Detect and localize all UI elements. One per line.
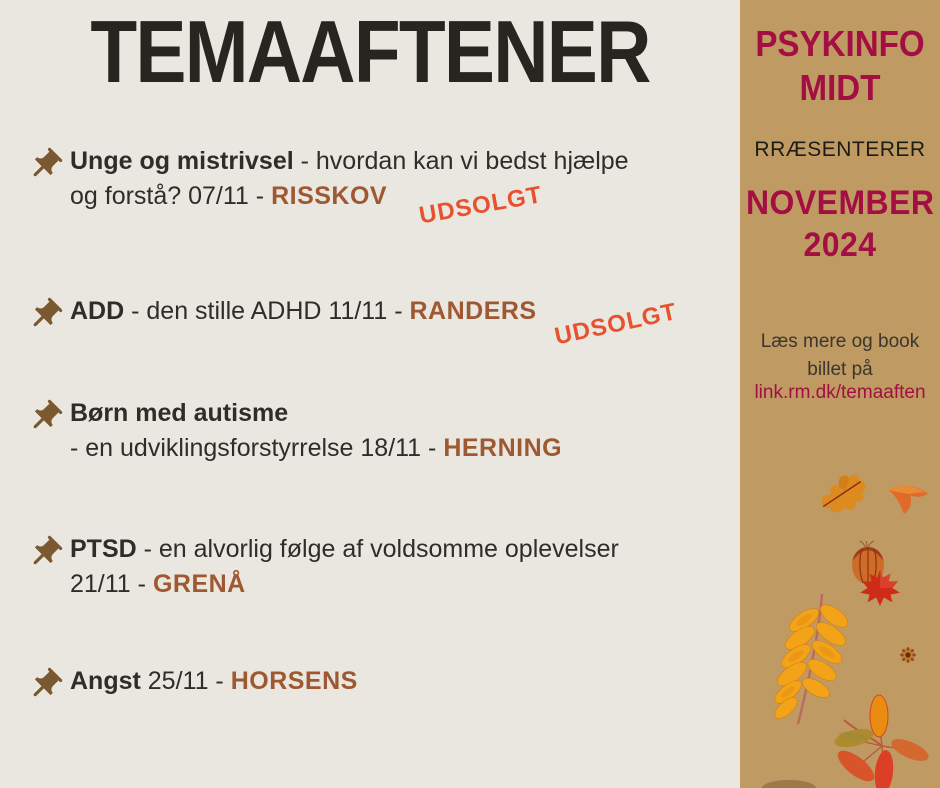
- cta-text: [740, 328, 940, 384]
- month-line2: 2024: [803, 226, 877, 264]
- month-line1: NOVEMBER: [746, 184, 935, 222]
- event-title: Angst: [70, 667, 141, 695]
- event-description: - den stille ADHD 11/11 -: [124, 297, 410, 325]
- page-title: TEMAAFTENER: [90, 2, 650, 101]
- event-location: RANDERS: [409, 297, 537, 325]
- pushpin-icon: [24, 396, 70, 440]
- event-title: Børn med autisme: [70, 399, 289, 427]
- event-line: [70, 532, 619, 567]
- month-label: [746, 182, 934, 266]
- event-title: PTSD: [70, 535, 137, 563]
- event-date: og forstå? 07/11 -: [70, 182, 272, 210]
- star-anise-icon: [891, 640, 925, 670]
- brand-line1: PSYKINFO: [755, 23, 925, 64]
- soldout-stamp: UDSOLGT: [417, 181, 545, 230]
- soldout-stamp: UDSOLGT: [551, 298, 680, 351]
- event-date: 25/11 -: [140, 667, 231, 695]
- pushpin-icon: [24, 532, 70, 576]
- maple-leaf-icon: [856, 568, 904, 608]
- cta-line2: billet på: [807, 359, 873, 380]
- event-text: [70, 532, 619, 602]
- event-line: [70, 396, 562, 431]
- event-line: [70, 431, 562, 466]
- event-text: [70, 294, 680, 351]
- event-title: ADD: [70, 297, 125, 325]
- event-line: [70, 144, 629, 179]
- event-angst: [24, 664, 358, 708]
- cta-line1: Læs mere og book: [760, 331, 920, 352]
- event-line: [70, 664, 358, 699]
- event-description: - hvordan kan vi bedst hjælpe: [293, 147, 629, 175]
- event-line: [70, 179, 629, 230]
- event-description: - en alvorlig følge af voldsomme oplevelser: [136, 535, 619, 563]
- event-location: GRENÅ: [152, 570, 246, 598]
- presents-label: RRÆSENTERER: [754, 138, 926, 161]
- event-location: HORSENS: [230, 667, 358, 695]
- event-boern-med-autisme: [24, 396, 562, 466]
- event-text: [70, 396, 562, 466]
- booking-link: link.rm.dk/temaaften: [754, 382, 926, 403]
- pushpin-icon: [24, 144, 70, 188]
- event-location: RISSKOV: [271, 182, 388, 210]
- event-title: Unge og mistrivsel: [70, 147, 294, 175]
- event-description: - en udviklingsforstyrrelse 18/11 -: [70, 434, 444, 462]
- event-text: [70, 144, 629, 230]
- pushpin-icon: [24, 294, 70, 338]
- pushpin-icon: [24, 664, 70, 708]
- creeper-leaf-icon: [824, 684, 934, 788]
- event-ptsd: [24, 532, 619, 602]
- event-line: [70, 567, 619, 602]
- event-date: 21/11 -: [70, 570, 153, 598]
- small-leaf-icon: [886, 482, 930, 516]
- event-add: [24, 294, 680, 351]
- event-location: HERNING: [443, 434, 563, 462]
- event-line: [70, 294, 680, 351]
- brand-title: [748, 22, 932, 110]
- event-unge-og-mistrivsel: [24, 144, 629, 230]
- oak-leaf-icon: [818, 468, 870, 516]
- event-text: [70, 664, 358, 699]
- brand-line2: MIDT: [799, 67, 881, 108]
